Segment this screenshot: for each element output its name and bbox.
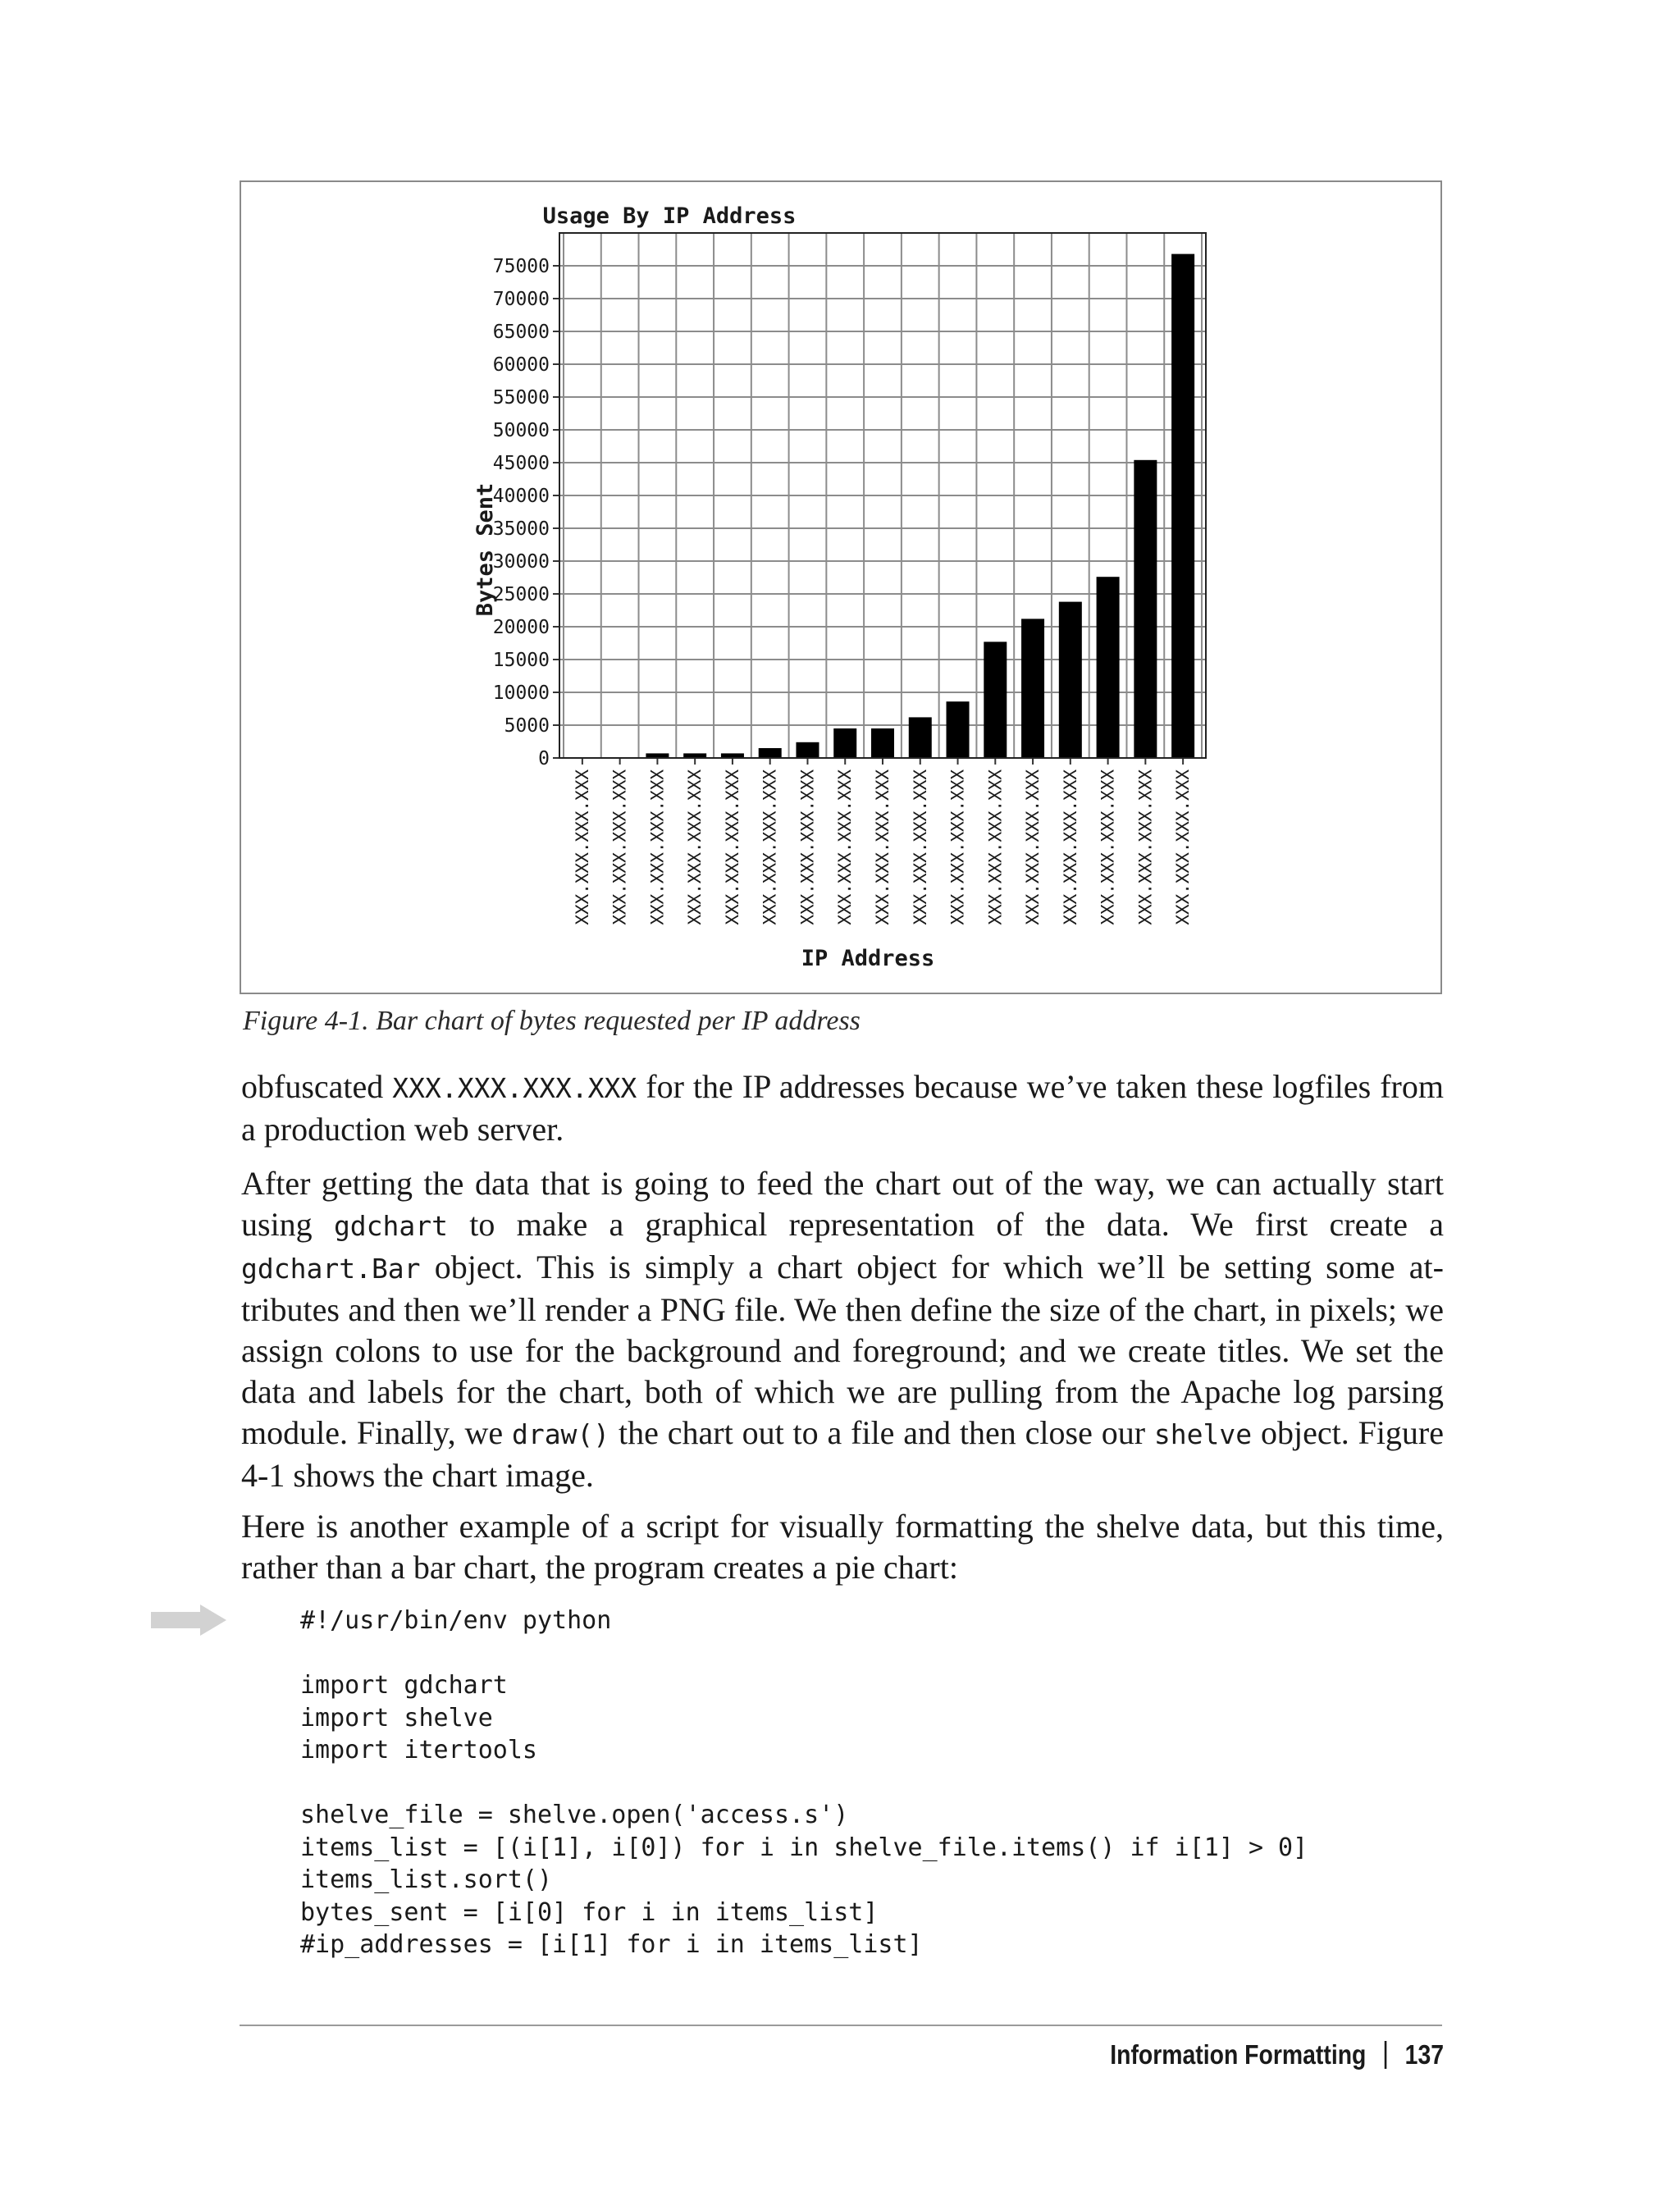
y-axis-label: Bytes Sent (472, 482, 498, 617)
y-tick-label: 30000 (492, 551, 550, 573)
bar (1134, 460, 1157, 758)
code-line (300, 1637, 1308, 1670)
paragraph-text: object. Figure 4-1 shows the chart image. (241, 1414, 1445, 1494)
code-line: import shelve (300, 1703, 493, 1732)
y-tick-label: 15000 (492, 650, 550, 671)
code-line: #!/usr/bin/env python (300, 1606, 612, 1635)
paragraph-2 (241, 1163, 1444, 1496)
bar (984, 641, 1007, 758)
y-tick-label: 70000 (492, 289, 550, 310)
paragraph-text: to make a graphical representation of the data. We first create a (448, 1206, 1444, 1243)
paragraph-text: After getting the data that is going to feed the chart out of the way, we can actually start using (241, 1165, 1444, 1243)
code-line: #ip_addresses = [i[1] for i in items_list] (300, 1930, 923, 1959)
paragraph-text: the chart out to a file and then close our (609, 1414, 1154, 1451)
code-line: items_list = [(i[1], i[0]) for i in shelve_file.items() if i[1] > 0] (300, 1833, 1308, 1862)
code-line: bytes_sent = [i[0] for i in items_list] (300, 1897, 879, 1927)
x-tick-label: XXX.XXX.XXX.XXX (1135, 769, 1156, 925)
paragraph-text: obfuscated (241, 1068, 393, 1105)
inline-code: gdchart.Bar (241, 1253, 421, 1285)
bar (947, 701, 970, 758)
paragraph-text: for the IP addresses because we’ve taken these logfiles from a production web server. (241, 1068, 1444, 1148)
bar (796, 742, 819, 758)
bar (759, 748, 782, 758)
paragraph-3 (241, 1506, 1444, 1588)
bar (909, 717, 932, 758)
x-tick-label: XXX.XXX.XXX.XXX (609, 769, 630, 925)
inline-code: shelve (1153, 1418, 1253, 1450)
bar (1021, 619, 1044, 758)
bar (1059, 602, 1082, 758)
x-tick-label: XXX.XXX.XXX.XXX (647, 769, 668, 925)
inline-code: XXX.XXX.XXX.XXX (392, 1072, 637, 1104)
bar (833, 728, 856, 758)
paragraph-text: Here is another example of a script for visually formatting the shelve data, but this time, rather than a bar chart, the program creates a pie chart: (241, 1508, 1444, 1586)
footer-separator (1385, 2041, 1387, 2069)
footer-rule (240, 2025, 1442, 2026)
y-tick-label: 45000 (492, 453, 550, 474)
footer-section-title: Information Formatting (1110, 2039, 1367, 2070)
y-tick-label: 0 (538, 748, 550, 769)
x-tick-label: XXX.XXX.XXX.XXX (722, 769, 742, 925)
y-tick-label: 35000 (492, 518, 550, 540)
code-line: import itertools (300, 1736, 537, 1764)
x-tick-label: XXX.XXX.XXX.XXX (572, 769, 592, 925)
paragraph-text: object. This is simply a chart object for which we’ll be setting some at-tributes and then we’ll render a PNG file. We then define the size of the chart, in pixels; we assign colons to use for the background and foreground; and we create titles. We set the data and labels for the chart, both of which we are pulling from the Apache log parsing module. Finally, we (241, 1249, 1444, 1451)
x-axis-label: IP Address (801, 946, 935, 971)
x-tick-label: XXX.XXX.XXX.XXX (1023, 769, 1043, 925)
y-tick-label: 10000 (492, 682, 550, 704)
x-tick-label: XXX.XXX.XXX.XXX (910, 769, 930, 925)
code-listing (300, 1605, 1308, 1961)
x-tick-label: XXX.XXX.XXX.XXX (685, 769, 705, 925)
page-number: 137 (1404, 2039, 1444, 2070)
y-tick-label: 60000 (492, 354, 550, 376)
figure-frame (240, 180, 1442, 994)
margin-arrow-icon (151, 1605, 226, 1636)
x-tick-label: XXX.XXX.XXX.XXX (947, 769, 968, 925)
code-line: import gdchart (300, 1671, 508, 1700)
bar (1097, 577, 1120, 758)
y-tick-label: 50000 (492, 420, 550, 441)
x-tick-label: XXX.XXX.XXX.XXX (873, 769, 892, 925)
y-tick-label: 20000 (492, 617, 550, 638)
bar (871, 728, 894, 758)
code-line (300, 1767, 1308, 1800)
paragraph-1 (241, 1066, 1444, 1150)
x-tick-label: XXX.XXX.XXX.XXX (1173, 769, 1194, 925)
code-line: shelve_file = shelve.open('access.s') (300, 1801, 849, 1829)
y-tick-label: 25000 (492, 584, 550, 605)
code-line: items_list.sort() (300, 1865, 553, 1894)
y-tick-label: 40000 (492, 486, 550, 507)
x-tick-label: XXX.XXX.XXX.XXX (1098, 769, 1118, 925)
y-tick-label: 75000 (492, 256, 550, 277)
page-footer (1110, 2039, 1444, 2070)
x-tick-label: XXX.XXX.XXX.XXX (835, 769, 856, 925)
x-tick-label: XXX.XXX.XXX.XXX (760, 769, 780, 925)
inline-code: draw() (511, 1418, 610, 1450)
bar-chart (241, 182, 1440, 993)
y-tick-label: 5000 (504, 715, 550, 737)
x-tick-label: XXX.XXX.XXX.XXX (797, 769, 818, 925)
x-tick-label: XXX.XXX.XXX.XXX (1060, 769, 1080, 925)
inline-code: gdchart (333, 1210, 449, 1242)
y-tick-label: 65000 (492, 322, 550, 343)
chart-title: Usage By IP Address (542, 203, 797, 229)
y-tick-label: 55000 (492, 387, 550, 409)
bar (1171, 254, 1194, 758)
x-tick-label: XXX.XXX.XXX.XXX (985, 769, 1006, 925)
figure-caption: Figure 4-1. Bar chart of bytes requested per IP address (243, 1006, 861, 1036)
